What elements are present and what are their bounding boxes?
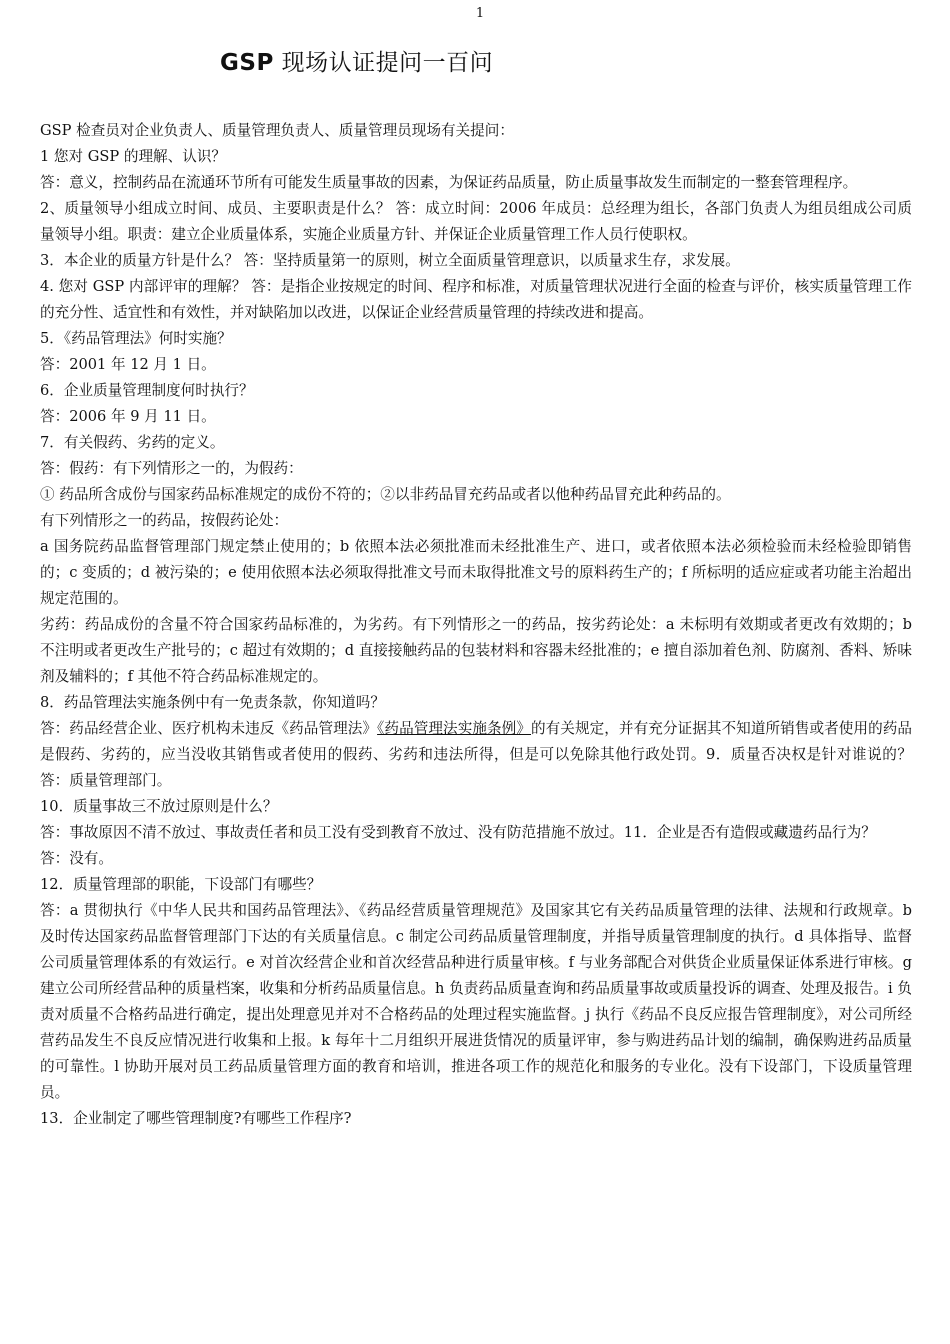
q8-answer-start: 答：药品经营企业、医疗机构未违反《药品管理法》 [40, 720, 378, 737]
paragraph-q8-answer [40, 716, 912, 794]
paragraph: 4. 您对 GSP 内部评审的理解？ 答：是指企业按规定的时间、程序和标准，对质量管理状况进行全面的检查与评价，核实质量管理工作的充分性、适宜性和有效性，并对缺陷加以改进，以保证企业经营质量管理的持续改进和提高。 [40, 278, 912, 321]
title-rest: 现场认证提问一百问 [273, 50, 494, 76]
page-title [220, 44, 493, 77]
paragraph: 1 您对 GSP 的理解、认识？ [40, 148, 227, 165]
paragraph: 答：a 贯彻执行《中华人民共和国药品管理法》、《药品经营质量管理规范》及国家其它有关药品质量管理的法律、法规和行政规章。b 及时传达国家药品监督管理部门下达的有关质量信息。c 制定公司药品质量管理制度，并指导质量管理制度的执行。d 具体指导、监督公司质量管理体系的有效运行。e 对首次经营企业和首次经营品种进行质量审核。f 与业务部配合对供货企业质量保证体系进行审核。g 建立公司所经营品种的质量档案，收集和分析药品质量信息。h 负责药品质量查询和药品质量事故或质量投诉的调查、处理及报告。i 负责对质量不合格药品进行确定，提出处理意见并对不合格药品的处理过程实施监督。j 执行《药品不良反应报告管理制度》，对公司所经营药品发生不良反应情况进行收集和上报。k 每年十二月组织开展进货情况的质量评审，参与购进药品计划的编制，确保购进药品质量的可靠性。l 协助开展对员工药品质量管理方面的教育和培训，推进各项工作的规范化和服务的专业化。没有下设部门，下设质量管理员。 [40, 902, 912, 1101]
paragraph: 8．药品管理法实施条例中有一免责条款，你知道吗？ [40, 694, 385, 711]
paragraph: 2、质量领导小组成立时间、成员、主要职责是什么？ 答：成立时间：2006 年成员：总经理为组长，各部门负责人为组员组成公司质量领导小组。职责：建立企业质量体系，实施企业质量方针、并保证企业质量管理工作人员行使职权。 [40, 200, 912, 243]
paragraph: a 国务院药品监督管理部门规定禁止使用的；b 依照本法必须批准而未经批准生产、进口，或者依照本法必须检验而未经检验即销售的；c 变质的；d 被污染的；e 使用依照本法必须取得批准文号而未取得批准文号的原料药生产的；f 所标明的适应症或者功能主治超出规定范围的。 [40, 538, 912, 607]
paragraph: 答：2001 年 12 月 1 日。 [40, 356, 216, 373]
paragraph: 答：没有。 [40, 850, 113, 867]
paragraph: 10．质量事故三不放过原则是什么？ [40, 798, 278, 815]
paragraph: 答：意义，控制药品在流通环节所有可能发生质量事故的因素，为保证药品质量，防止质量事故发生而制定的一整套管理程序。 [40, 174, 858, 191]
paragraph: 劣药：药品成份的含量不符合国家药品标准的，为劣药。有下列情形之一的药品，按劣药论处：a 未标明有效期或者更改有效期的；b 不注明或者更改生产批号的；c 超过有效期的；d 直接接触药品的包装材料和容器未经批准的；e 擅自添加着色剂、防腐剂、香料、矫味剂及辅料的；f 其他不符合药品标准规定的。 [40, 616, 912, 685]
document-body [40, 118, 912, 1132]
paragraph: 13．企业制定了哪些管理制度?有哪些工作程序? [40, 1110, 352, 1127]
q8-answer-end: 的有关规定，并有充分证据其不知道所销售或者使用的药品是假药、劣药的，应当没收其销售或者使用的假药、劣药和违法所得，但是可以免除其他行政处罚。9．质量否决权是针对谁说的？ 答：质量管理部门。 [40, 720, 912, 789]
paragraph: 5．《药品管理法》何时实施？ [40, 330, 232, 347]
regulation-link[interactable]: 《药品管理法实施条例》 [377, 720, 531, 737]
page-number: 1 [475, 6, 485, 21]
paragraph: 有下列情形之一的药品，按假药论处： [40, 512, 289, 529]
paragraph: ① 药品所含成份与国家药品标准规定的成份不符的；②以非药品冒充药品或者以他种药品冒充此种药品的。 [40, 486, 731, 503]
paragraph: 12．质量管理部的职能，下设部门有哪些？ [40, 876, 322, 893]
paragraph: 6．企业质量管理制度何时执行？ [40, 382, 254, 399]
paragraph: 7．有关假药、劣药的定义。 [40, 434, 225, 451]
title-prefix: GSP [220, 50, 274, 76]
paragraph: 答：事故原因不清不放过、事故责任者和员工没有受到教育不放过、没有防范措施不放过。11．企业是否有造假或藏遗药品行为？ [40, 824, 876, 841]
paragraph: 答：2006 年 9 月 11 日。 [40, 408, 216, 425]
paragraph: GSP 检查员对企业负责人、质量管理负责人、质量管理员现场有关提问： [40, 122, 514, 139]
paragraph: 答：假药：有下列情形之一的，为假药： [40, 460, 303, 477]
paragraph: 3．本企业的质量方针是什么？ 答：坚持质量第一的原则，树立全面质量管理意识，以质量求生存，求发展。 [40, 252, 740, 269]
